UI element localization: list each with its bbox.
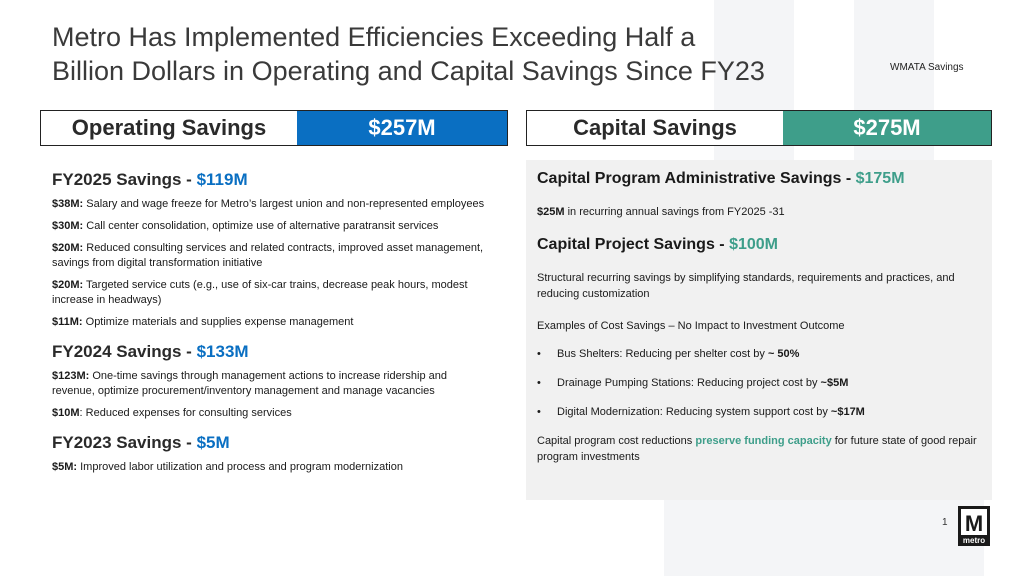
capital-project-heading-text: Capital Project Savings - xyxy=(537,236,730,253)
fy2024-amount: $133M xyxy=(196,342,249,361)
item-text: Digital Modernization: Reducing system support cost by xyxy=(557,406,831,418)
logo-text: metro xyxy=(962,536,986,545)
item-amount: $11M: xyxy=(52,316,83,328)
capital-project-amount: $100M xyxy=(729,236,778,253)
item-text: Optimize materials and supplies expense management xyxy=(82,316,354,328)
capital-admin-amount: $175M xyxy=(855,170,905,187)
item-text: : Reduced expenses for consulting services xyxy=(79,407,292,419)
capital-closing-text xyxy=(537,433,987,465)
title-line-2: Billion Dollars in Operating and Capital Savings Since FY23 xyxy=(52,56,765,86)
closing-text-pre: Capital program cost reductions xyxy=(537,435,696,447)
list-item xyxy=(52,197,492,212)
list-item xyxy=(52,369,492,399)
list-item xyxy=(52,241,492,271)
page-number: 1 xyxy=(942,517,948,528)
list-item xyxy=(52,460,492,475)
list-item xyxy=(52,315,492,330)
fy2025-heading-text: FY2025 Savings - xyxy=(52,170,197,189)
examples-heading: Examples of Cost Savings – No Impact to Investment Outcome xyxy=(537,320,845,332)
item-amount: $20M: xyxy=(52,242,84,254)
item-amount: $38M: xyxy=(52,198,84,210)
capital-savings-amount: $275M xyxy=(783,111,991,145)
item-amount: $20M: xyxy=(52,279,84,291)
bullet-icon: • xyxy=(537,348,541,360)
fy2023-heading xyxy=(52,433,492,453)
metro-logo-icon xyxy=(958,506,990,546)
capital-savings-label: Capital Savings xyxy=(527,111,783,145)
operating-savings-details xyxy=(52,170,492,482)
item-text: Bus Shelters: Reducing per shelter cost by xyxy=(557,348,768,360)
item-text: Salary and wage freeze for Metro’s largest union and non-represented employees xyxy=(83,198,485,210)
fy2023-heading-text: FY2023 Savings - xyxy=(52,433,197,452)
fy2023-amount: $5M xyxy=(196,433,230,452)
fy2024-heading-text: FY2024 Savings - xyxy=(52,342,197,361)
capital-project-heading xyxy=(537,236,987,254)
bullet-icon: • xyxy=(537,377,541,389)
section-tag: WMATA Savings xyxy=(890,62,964,73)
item-amount: ~ 50% xyxy=(767,348,800,360)
item-text: Drainage Pumping Stations: Reducing project cost by xyxy=(557,377,821,389)
item-text: in recurring annual savings from FY2025 -31 xyxy=(564,206,785,218)
list-item xyxy=(537,346,987,362)
capital-admin-heading xyxy=(537,170,987,188)
fy2025-heading xyxy=(52,170,492,190)
closing-text-post: for future state of good repair program investments xyxy=(537,435,977,463)
item-text: Call center consolidation, optimize use of alternative paratransit services xyxy=(83,220,439,232)
examples-list xyxy=(537,346,987,420)
capital-admin-detail xyxy=(537,204,987,220)
list-item xyxy=(52,406,492,421)
item-amount: $5M: xyxy=(52,461,78,473)
item-amount: ~$5M xyxy=(820,377,849,389)
item-amount: $123M: xyxy=(52,370,90,382)
logo-letter: M xyxy=(964,511,984,536)
item-text: Reduced consulting services and related contracts, improved asset management, savings from digital transformation initiative xyxy=(52,242,484,269)
list-item xyxy=(537,404,987,420)
bullet-icon: • xyxy=(537,406,541,418)
page-title xyxy=(52,20,852,88)
capital-savings-bar xyxy=(526,110,992,146)
fy2024-heading xyxy=(52,342,492,362)
title-line-1: Metro Has Implemented Efficiencies Exceeding Half a xyxy=(52,22,696,52)
operating-savings-label: Operating Savings xyxy=(41,111,297,145)
item-amount: $25M xyxy=(537,206,565,218)
item-amount: $30M: xyxy=(52,220,84,232)
operating-savings-bar xyxy=(40,110,508,146)
fy2025-amount: $119M xyxy=(196,170,248,189)
capital-project-description: Structural recurring savings by simplifying standards, requirements and practices, and reducing customization xyxy=(537,272,955,300)
operating-savings-amount: $257M xyxy=(297,111,507,145)
item-amount: ~$17M xyxy=(830,406,865,418)
capital-admin-heading-text: Capital Program Administrative Savings - xyxy=(537,170,856,187)
item-text: Improved labor utilization and process and program modernization xyxy=(77,461,403,473)
capital-savings-details xyxy=(537,170,987,465)
list-item xyxy=(52,278,492,308)
item-amount: $10M xyxy=(52,407,80,419)
list-item xyxy=(537,375,987,391)
closing-highlight: preserve funding capacity xyxy=(695,435,832,447)
item-text: One-time savings through management actions to increase ridership and revenue, optimize procurement/inventory management and manage vacancies xyxy=(52,370,447,397)
item-text: Targeted service cuts (e.g., use of six-car trains, decrease peak hours, modest increase in headways) xyxy=(52,279,468,306)
list-item xyxy=(52,219,492,234)
